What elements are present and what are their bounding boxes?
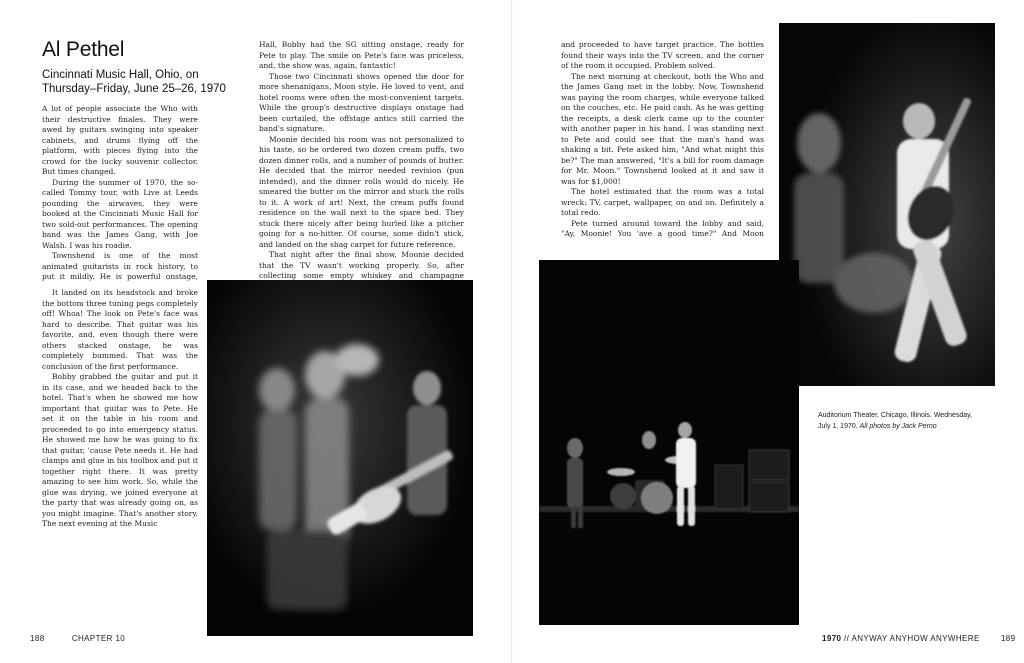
paragraph: Pete turned around toward the lobby and said, "Ay, Moonie! You 'ave a good time?" And Moon bbox=[561, 218, 764, 238]
concert-photo-stage-wide bbox=[539, 260, 799, 625]
left-column-1-wrap bbox=[42, 288, 198, 618]
paragraph: The next morning at checkout, both the Who and the James Gang met in the lobby. Now, Townshend was paying the room charges, while everyone talked on the couches, etc. He paid cash. As he was getting the receipts, a desk clerk came up to the counter with another paper in his hand. I was standing next to Pete and could see that the man's hand was shaking a bit. Pete asked him, "And what might this be?" The man answered, "It's a bill for room damage for Mr. Moon." Townshend looked at it and saw it was for $1,000! bbox=[561, 71, 764, 186]
page-gutter bbox=[511, 0, 513, 663]
paragraph: That night after the final show, Moonie decided that the TV wasn't working properly. So, after collecting some empty whiskey and champagne bbox=[259, 250, 464, 280]
venue-subheading: Cincinnati Music Hall, Ohio, on Thursday–Friday, June 25–26, 1970 bbox=[42, 69, 226, 95]
paragraph: The hotel estimated that the room was a total wreck: TV, carpet, wallpaper, on and on. Definitely a total redo. bbox=[561, 187, 764, 217]
paragraph: During the summer of 1970, the so-called Tommy tour, with Live at Leeds pounding the airwaves, they were booked at the Cincinnati Music Hall for two sold-out performances. The opening band was the James Gang, with Joe Walsh. I was his roadie. bbox=[42, 177, 198, 250]
chapter-label: CHAPTER 10 bbox=[71, 634, 126, 643]
paragraph: Bobby grabbed the guitar and put it in its case, and we headed back to the hotel. That's when he showed me how important that guitar was to Pete. He set it on the table in his room and proceeded to go into emergency status. He showed me how he was going to fix that guitar, 'cause Pete needs it. He had clamps and glue in his toolbox and put it together right there. It was pretty amazing to see him work. So, while the glue was drying, we joined everyone at the party that was already going on, as you might imagine. That's another story. The next evening at the Music bbox=[42, 372, 198, 528]
paragraph: and proceeded to have target practice. The bottles found their ways into the TV screen, and the corner of the room it occupied. Problem solved. bbox=[561, 40, 764, 70]
paragraph: A lot of people associate the Who with their destructive finales. They were awed by guitars swinging into speaker cabinets, and drums flying off the platform, with pieces flying into the crowd for the lucky souvenir collector. But times changed. bbox=[42, 104, 198, 176]
page-number-right: 189 bbox=[1000, 634, 1016, 643]
left-column-1 bbox=[42, 104, 198, 284]
left-column-2 bbox=[259, 40, 464, 280]
paragraph: It landed on its headstock and broke the bottom three tuning pegs completely off! Whoa! The look on Pete's face was hard to describe. That guitar was his favorite, and, even though there were others stacked onstage, he was completely bummed. That was the conclusion of the first performance. bbox=[42, 288, 198, 371]
running-head-title: // ANYWAY ANYHOW ANYWHERE bbox=[841, 634, 980, 643]
caption-credit: All photos by Jack Perno bbox=[859, 422, 937, 430]
left-folio bbox=[30, 634, 125, 643]
concert-photo-guitarist-jump bbox=[779, 23, 995, 386]
concert-photo-band-blur bbox=[207, 280, 473, 636]
running-head-year: 1970 bbox=[822, 634, 842, 643]
author-heading: Al Pethel bbox=[42, 38, 125, 61]
caption-text: Auditorium Theater, Chicago, Illinois. Wednesday, July 1, 1970. bbox=[818, 412, 973, 430]
paragraph: Moonie decided his room was not personalized to his taste, so he ordered two dozen cream puffs, two dozen dinner rolls, and a number of pounds of butter. He decided that the mirror needed revision (pun intended), and the dinner rolls would do nicely. He smeared the butter on the mirror and stuck the rolls to it. A work of art! Next, the cream puffs found residence on the wall next to the spare bed. They stuck there nicely after being hurled like a pitcher going for a no-hitter. Of course, some didn't stick, and landed on the shag carpet for future reference. bbox=[259, 134, 464, 249]
page-number-left: 188 bbox=[30, 634, 45, 643]
photo-caption bbox=[818, 411, 978, 432]
right-column-3 bbox=[561, 40, 764, 240]
right-folio bbox=[822, 634, 1016, 643]
paragraph: Hall, Bobby had the SG sitting onstage, ready for Pete to play. The smile on Pete's face was priceless, and, the show was, again, fantastic! bbox=[259, 40, 464, 70]
paragraph: Townshend is one of the most animated guitarists in rock history, to put it mildly. He is powerful onstage, bbox=[42, 251, 198, 281]
paragraph: Those two Cincinnati shows opened the door for more shenanigans, Moon style. He loved to vent, and hotel rooms were often the most-convenient targets. While the group's destructive displays onstage had been curtailed, the offstage antics still carried the band's signature. bbox=[259, 71, 464, 133]
